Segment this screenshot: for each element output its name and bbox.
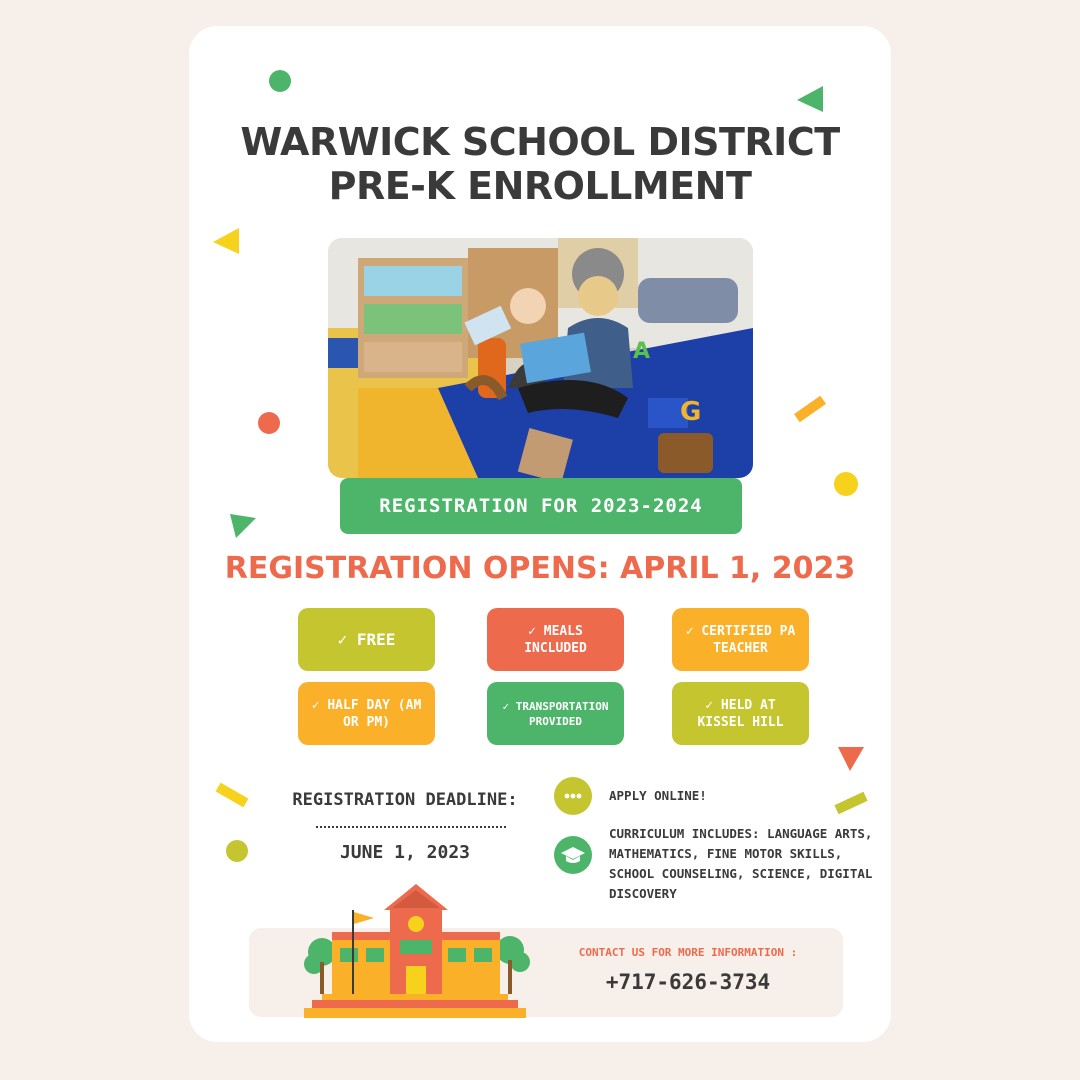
confetti-red-dot: [257, 411, 281, 435]
deadline-date: JUNE 1, 2023: [339, 842, 471, 863]
confetti-green-triangle: [795, 84, 825, 114]
contact-phone[interactable]: +717-626-3734: [605, 970, 771, 994]
feature-free: ✓ FREE: [298, 608, 435, 671]
school-building-illustration: [300, 880, 530, 1020]
curriculum-text: CURRICULUM INCLUDES: LANGUAGE ARTS, MATHEMATICS, FINE MOTOR SKILLS, SCHOOL COUNSELING, SCIENCE, DIGITAL DISCOVERY: [609, 826, 873, 901]
contact-label: CONTACT US FOR MORE INFORMATION :: [578, 946, 798, 959]
confetti-yellow-bar: [214, 780, 250, 810]
feature-meals-included: ✓ MEALS INCLUDED: [487, 608, 624, 671]
classroom-photo: [328, 238, 753, 478]
feature-kissel-hill: ✓ HELD AT KISSEL HILL: [672, 682, 809, 745]
confetti-red-triangle: [836, 745, 866, 773]
svg-text:A: A: [633, 339, 651, 364]
feature-half-day: ✓ HALF DAY (AM OR PM): [298, 682, 435, 745]
svg-text:G: G: [680, 397, 702, 427]
confetti-yellow-triangle: [211, 226, 241, 256]
registration-year-banner: REGISTRATION FOR 2023-2024: [340, 478, 742, 534]
title-line-2: PRE-K ENROLLMENT: [328, 164, 752, 208]
confetti-green-triangle-2: [228, 512, 258, 540]
registration-opens-heading: REGISTRATION OPENS: APRIL 1, 2023: [224, 551, 856, 586]
flyer-title: [0, 120, 1080, 208]
dotted-divider: [316, 826, 506, 828]
graduation-cap-icon: [554, 836, 592, 874]
feature-transportation: ✓ TRANSPORTATION PROVIDED: [487, 682, 624, 745]
confetti-green-dot: [268, 69, 292, 93]
chat-bubble-icon: [554, 777, 592, 815]
confetti-olive-dot: [225, 839, 249, 863]
apply-online-text: APPLY ONLINE!: [609, 788, 707, 803]
title-line-1: WARWICK SCHOOL DISTRICT: [240, 120, 840, 164]
deadline-label: REGISTRATION DEADLINE:: [292, 790, 518, 810]
confetti-orange-bar: [792, 394, 828, 424]
feature-certified-teacher: ✓ CERTIFIED PA TEACHER: [672, 608, 809, 671]
confetti-yellow-dot: [833, 471, 859, 497]
